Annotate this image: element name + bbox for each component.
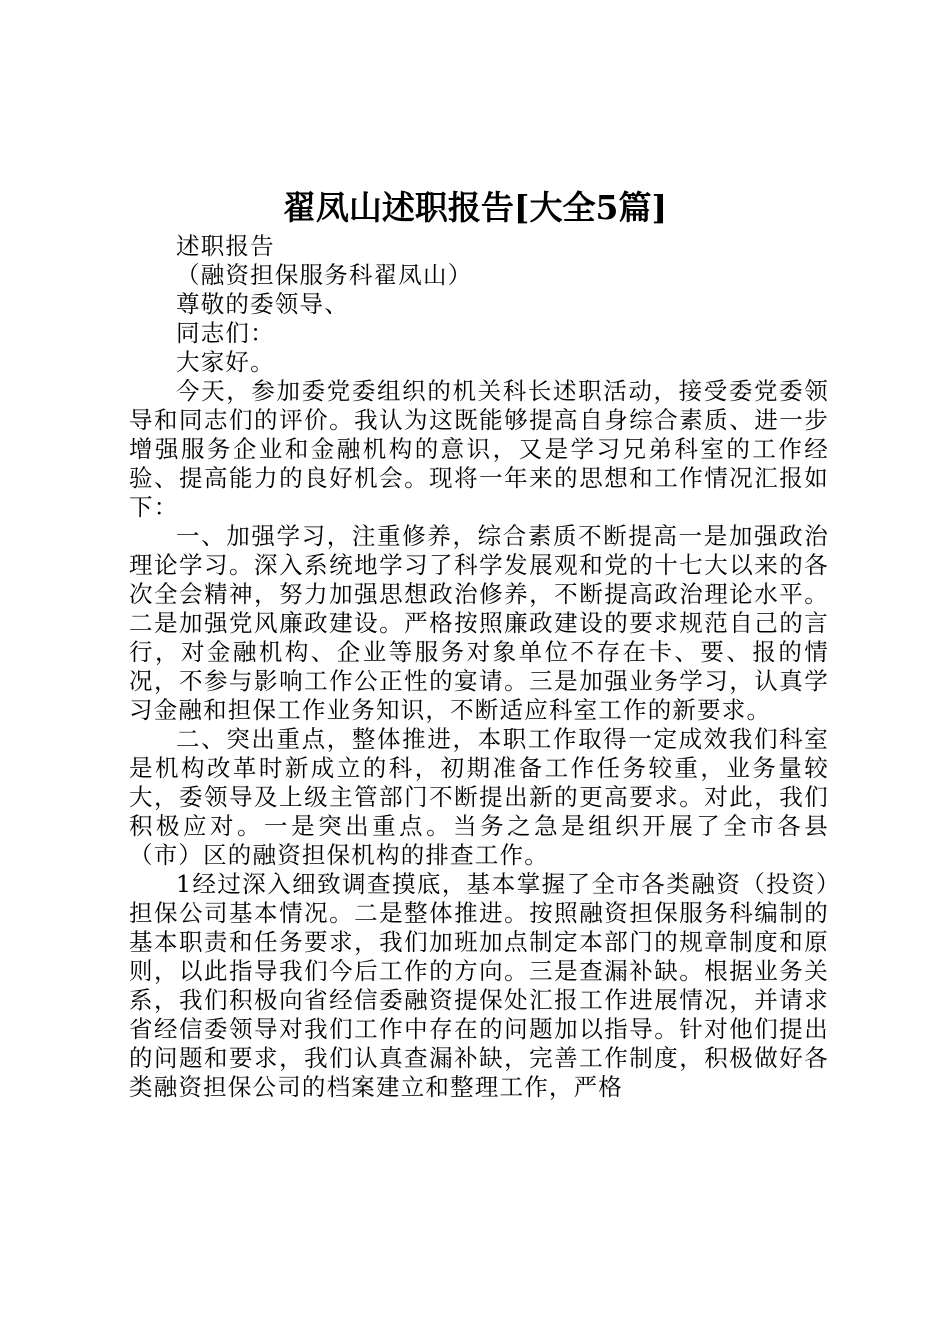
document-body bbox=[129, 232, 829, 1102]
document-title: 翟凤山述职报告[大全5篇] bbox=[282, 188, 668, 227]
paragraph-author-line: （融资担保服务科翟凤山） bbox=[176, 261, 473, 289]
paragraph-section-two-continued: 1经过深入细致调查摸底，基本掌握了全市各类融资（投资）担保公司基本情况。二是整体推进。按照融资担保服务科编制的基本职责和任务要求，我们加班加点制定本部门的规章制度和原则，以此指导我们今后工作的方向。三是查漏补缺。根据业务关系，我们积极向省经信委融资提保处汇报工作进展情况，并请求省经信委领导对我们工作中存在的问题加以指导。针对他们提出的问题和要求，我们认真查漏补缺，完善工作制度，积极做好各类融资担保公司的档案建立和整理工作，严格 bbox=[129, 870, 829, 1101]
paragraph-salutation-comrades: 同志们： bbox=[176, 319, 275, 347]
paragraph-section-one: 一、加强学习，注重修养，综合素质不断提高一是加强政治理论学习。深入系统地学习了科学发展观和党的十七大以来的各次全会精神，努力加强思想政治修养，不断提高政治理论水平。二是加强党风廉政建设。严格按照廉政建设的要求规范自己的言行，对金融机构、企业等服务对象单位不存在卡、要、报的情况，不参与影响工作公正性的宴请。三是加强业务学习，认真学习金融和担保工作业务知识，不断适应科室工作的新要求。 bbox=[129, 522, 829, 724]
paragraph-introduction: 今天，参加委党委组织的机关科长述职活动，接受委党委领导和同志们的评价。我认为这既能够提高自身综合素质、进一步增强服务企业和金融机构的意识，又是学习兄弟科室的工作经验、提高能力的良好机会。现将一年来的思想和工作情况汇报如下： bbox=[129, 377, 829, 521]
paragraph-report-heading: 述职报告 bbox=[176, 232, 275, 260]
paragraph-section-two: 二、突出重点，整体推进，本职工作取得一定成效我们科室是机构改革时新成立的科，初期准备工作任务较重，业务量较大，委领导及上级主管部门不断提出新的更高要求。对此，我们积极应对。一是突出重点。当务之急是组织开展了全市各县（市）区的融资担保机构的排查工作。 bbox=[129, 725, 829, 869]
paragraph-greeting: 大家好。 bbox=[176, 348, 275, 376]
paragraph-salutation-leaders: 尊敬的委领导、 bbox=[176, 290, 349, 318]
